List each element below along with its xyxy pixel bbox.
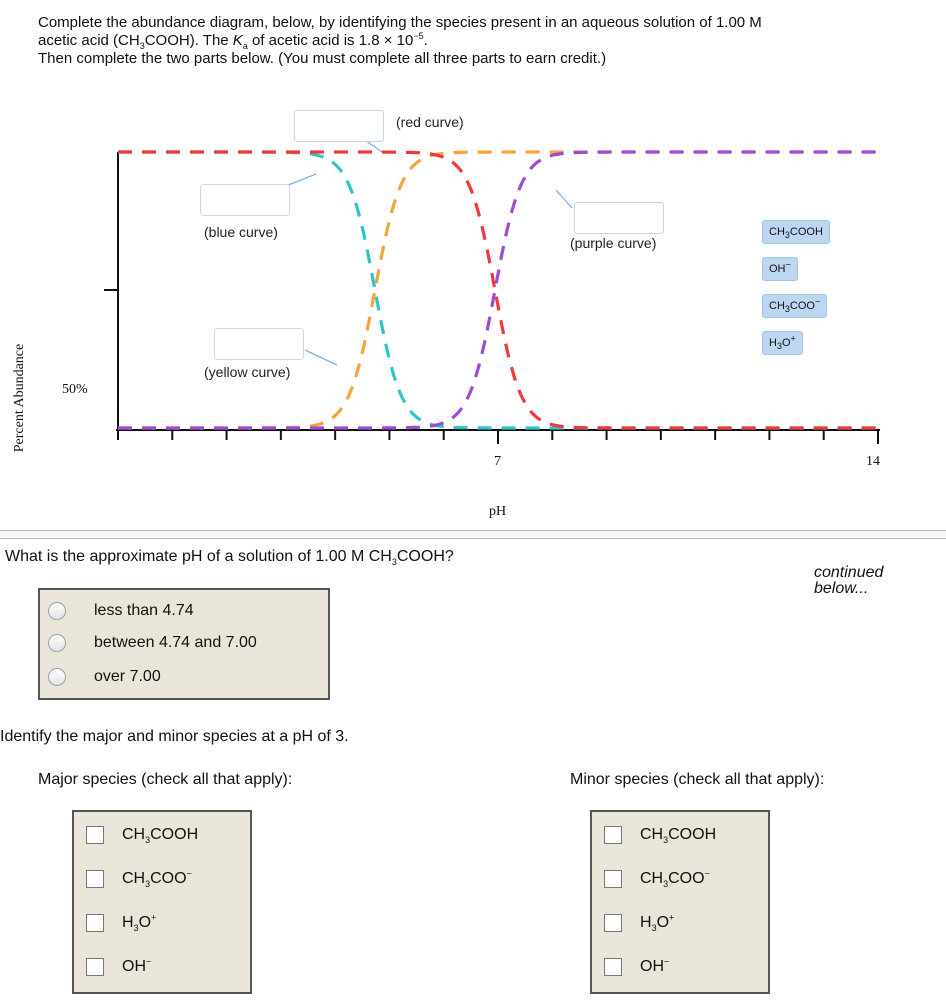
major-ch3cooh[interactable] — [86, 822, 198, 848]
purple-connector — [556, 190, 572, 208]
text-fragment: of acetic acid is 1.8 × 10 — [247, 32, 414, 49]
superscript: + — [790, 333, 796, 344]
text-fragment: COOH). The — [144, 32, 233, 49]
tile-oh[interactable] — [762, 257, 798, 281]
species-label — [640, 914, 674, 932]
species-label — [640, 870, 710, 888]
text-fragment: OH — [640, 958, 664, 975]
tile-h3o[interactable] — [762, 331, 803, 355]
superscript: + — [669, 912, 675, 923]
superscript: + — [151, 912, 157, 923]
red-curve-label: (red curve) — [396, 114, 464, 130]
instructions-line-1: Complete the abundance diagram, below, by identifying the species present in an aqueous solution of 1.00 M — [38, 14, 762, 31]
text-fragment: COO — [150, 870, 187, 887]
major-species-header: Major species (check all that apply): — [38, 771, 293, 788]
text-fragment: H — [640, 914, 652, 931]
minor-h3o[interactable] — [604, 910, 674, 936]
blue-curve-label: (blue curve) — [204, 224, 278, 240]
option-less-than-4-74[interactable] — [48, 598, 194, 624]
major-oh[interactable] — [86, 954, 151, 980]
option-between-4-74-and-7[interactable] — [48, 630, 257, 656]
instructions — [38, 14, 928, 68]
instructions-line-3: Then complete the two parts below. (You must complete all three parts to earn credit.) — [38, 50, 607, 67]
checkbox[interactable] — [604, 914, 622, 932]
subscript: 3 — [145, 879, 151, 890]
subscript: 3 — [784, 230, 790, 241]
text-fragment: What is the approximate pH of a solution of 1.00 M CH — [5, 548, 392, 565]
subscript: 3 — [391, 557, 397, 568]
text-fragment: O — [138, 914, 152, 931]
tile-ch3coo[interactable] — [762, 294, 827, 318]
species-label — [122, 870, 192, 888]
radio-button[interactable] — [48, 634, 66, 652]
instructions-line-2 — [38, 32, 928, 50]
superscript: − — [146, 956, 152, 967]
superscript: − — [186, 868, 192, 879]
option-over-7[interactable] — [48, 664, 161, 690]
major-ch3coo[interactable] — [86, 866, 192, 892]
question-2: Identify the major and minor species at a pH of 3. — [0, 728, 349, 745]
major-h3o[interactable] — [86, 910, 156, 936]
option-label: between 4.74 and 7.00 — [94, 634, 257, 651]
subscript: 3 — [133, 923, 139, 934]
text-fragment: . — [423, 32, 428, 49]
abundance-diagram — [0, 100, 946, 525]
superscript: − — [814, 296, 821, 307]
superscript: − — [704, 868, 710, 879]
minor-species-panel — [590, 810, 770, 994]
tile-ch3cooh[interactable] — [762, 220, 830, 244]
tile-text: CH — [769, 300, 785, 312]
tile-text: H — [769, 337, 777, 349]
checkbox[interactable] — [86, 870, 104, 888]
option-label: over 7.00 — [94, 668, 161, 685]
text-fragment: COOH — [668, 826, 717, 843]
species-label — [640, 826, 716, 844]
species-label — [640, 958, 669, 976]
subscript: 3 — [139, 41, 145, 51]
minor-ch3coo[interactable] — [604, 866, 710, 892]
yellow-curve-drop-target[interactable] — [214, 328, 304, 360]
x-tick-label-7: 7 — [494, 454, 501, 469]
superscript: − — [664, 956, 670, 967]
purple-curve-drop-target[interactable] — [574, 202, 664, 234]
tile-text: O — [781, 337, 791, 349]
radio-button[interactable] — [48, 668, 66, 686]
blue-connector — [286, 174, 316, 186]
subscript: 3 — [145, 835, 151, 846]
ka-symbol: K — [232, 32, 243, 49]
blue-curve-drop-target[interactable] — [200, 184, 290, 216]
option-label: less than 4.74 — [94, 602, 194, 619]
subscript: 3 — [651, 923, 657, 934]
text-fragment: OH — [122, 958, 146, 975]
minor-ch3cooh[interactable] — [604, 822, 716, 848]
section-divider — [0, 530, 946, 539]
minor-oh[interactable] — [604, 954, 669, 980]
text-fragment: CH — [640, 826, 664, 843]
superscript: − — [785, 259, 791, 270]
subscript: a — [242, 41, 248, 51]
y-axis-label: Percent Abundance — [12, 343, 27, 453]
continued-note: continued below... — [814, 564, 884, 597]
major-species-panel — [72, 810, 252, 994]
text-fragment: COO — [668, 870, 705, 887]
subscript: 3 — [776, 341, 782, 352]
text-fragment: H — [122, 914, 134, 931]
text-fragment: CH — [640, 870, 664, 887]
subscript: 3 — [663, 835, 669, 846]
subscript: 3 — [663, 879, 669, 890]
radio-button[interactable] — [48, 602, 66, 620]
text-fragment: COOH? — [396, 548, 454, 565]
tile-text: COOH — [789, 226, 823, 238]
species-label — [122, 826, 198, 844]
minor-species-header: Minor species (check all that apply): — [570, 771, 825, 788]
x-ticks — [118, 430, 878, 444]
checkbox[interactable] — [604, 958, 622, 976]
text-fragment: acetic acid (CH — [38, 32, 140, 49]
checkbox[interactable] — [86, 958, 104, 976]
purple-curve-label: (purple curve) — [570, 235, 657, 251]
checkbox[interactable] — [604, 870, 622, 888]
superscript: −5 — [413, 31, 424, 41]
checkbox[interactable] — [86, 826, 104, 844]
yellow-connector — [305, 350, 337, 365]
tile-text: OH — [769, 263, 786, 275]
red-curve-drop-target[interactable] — [294, 110, 384, 142]
species-label — [122, 958, 151, 976]
tile-text: COO — [789, 300, 815, 312]
question-1 — [5, 548, 454, 566]
x-tick-label-14: 14 — [866, 454, 880, 469]
y-tick-label-50: 50% — [62, 382, 88, 397]
checkbox[interactable] — [86, 914, 104, 932]
species-label — [122, 914, 156, 932]
ph-options-panel — [38, 588, 330, 700]
yellow-curve-label: (yellow curve) — [204, 364, 291, 380]
text-fragment: CH — [122, 870, 146, 887]
text-fragment: COOH — [150, 826, 199, 843]
text-fragment: CH — [122, 826, 146, 843]
checkbox[interactable] — [604, 826, 622, 844]
x-axis-label: pH — [489, 504, 507, 519]
subscript: 3 — [784, 304, 790, 315]
tile-text: CH — [769, 226, 785, 238]
text-fragment: O — [656, 914, 670, 931]
